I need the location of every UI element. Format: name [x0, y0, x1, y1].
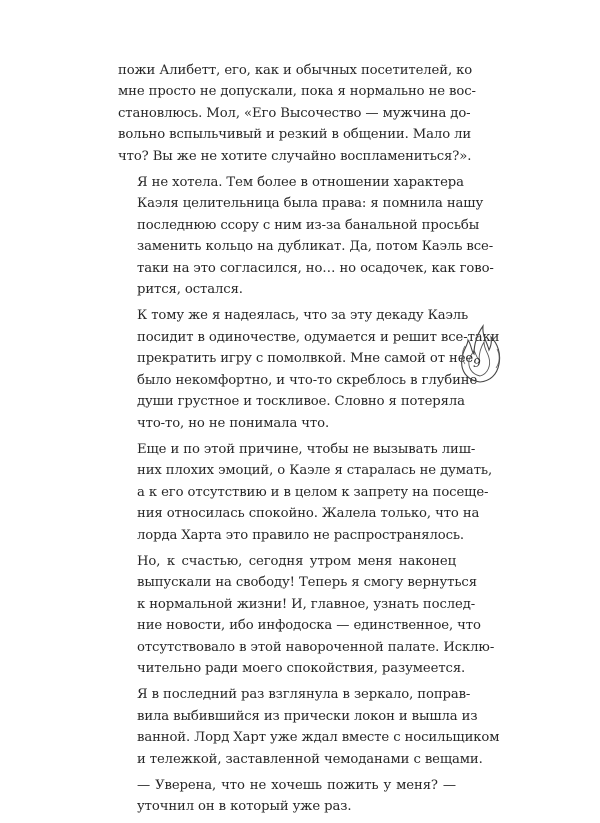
text-line: последнюю ссору с ним из-за банальной просьбы [137, 217, 480, 233]
text-line: было некомфортно, и что-то скреблось в глубине [137, 372, 478, 388]
text-line: них плохих эмоций, о Каэле я старалась не думать, [137, 463, 493, 479]
text-line: ванной. Лорд Харт уже ждал вместе с носильщиком [137, 730, 500, 746]
text-line: мне просто не допускали, пока я нормально не вос- [118, 84, 476, 100]
text-line: вила выбившийся из прически локон и вышла из [137, 708, 478, 724]
text-line: вольно вспыльчивый и резкий в общении. Мало ли [118, 127, 472, 143]
text-line: уточнил он в который уже раз. [137, 799, 352, 815]
text-line: отсутствовало в этой навороченной палате. Исклю- [137, 639, 495, 655]
page-number: 9 [473, 356, 481, 370]
text-line: что? Вы же не хотите случайно воспламениться?». [118, 148, 472, 164]
text-line: ние новости, ибо инфодоска — единственное, что [137, 618, 481, 634]
text-line: Я в последний раз взглянула в зеркало, поправ- [137, 687, 471, 703]
flame-icon [456, 318, 504, 386]
paragraph [118, 60, 476, 167]
text-line: и тележкой, заставленной чемоданами с вещами. [137, 751, 483, 767]
text-line: к нормальной жизни! И, главное, узнать послед- [137, 596, 476, 612]
text-line: а к его отсутствию и в целом к запрету на посеще- [137, 484, 489, 500]
text-line: ния относилась спокойно. Жалела только, что на [137, 506, 480, 522]
text-line: — Уверена, что не хочешь пожить у меня? — [137, 778, 456, 793]
body-text [118, 60, 500, 823]
paragraph [118, 305, 500, 433]
text-line: К тому же я надеялась, что за эту декаду Каэль [137, 308, 469, 324]
text-line: становлюсь. Мол, «Его Высочество — мужчина до- [118, 105, 471, 121]
paragraph [118, 172, 494, 300]
text-line: Еще и по этой причине, чтобы не вызывать лиш- [137, 441, 476, 457]
text-line: Каэля целительница была права: я помнила нашу [137, 196, 484, 212]
text-line: таки на это согласился, но… но осадочек, как гово- [137, 260, 494, 276]
text-line: рится, остался. [137, 282, 243, 298]
text-line: Я не хотела. Тем более в отношении характера [137, 175, 464, 191]
text-line: прекратить игру с помолвкой. Мне самой от нее [137, 351, 474, 367]
text-line: заменить кольцо на дубликат. Да, потом Каэль все- [137, 239, 494, 255]
text-line: посидит в одиночестве, одумается и решит все-таки [137, 329, 500, 345]
text-line: души грустное и тоскливое. Словно я потеряла [137, 394, 465, 410]
text-line: выпускали на свободу! Теперь я смогу вернуться [137, 575, 477, 591]
text-line: пожи Алибетт, его, как и обычных посетителей, ко [118, 63, 473, 78]
text-line: что-то, но не понимала что. [137, 415, 330, 431]
paragraph [118, 439, 493, 546]
text-line: лорда Харта это правило не распространялось. [137, 527, 465, 543]
text-line: чительно ради моего спокойствия, разумеется. [137, 660, 466, 676]
paragraph [118, 775, 456, 818]
text-line: Но, к счастью, сегодня утром меня наконец [137, 553, 456, 569]
paragraph [118, 551, 495, 679]
paragraph [118, 684, 500, 770]
